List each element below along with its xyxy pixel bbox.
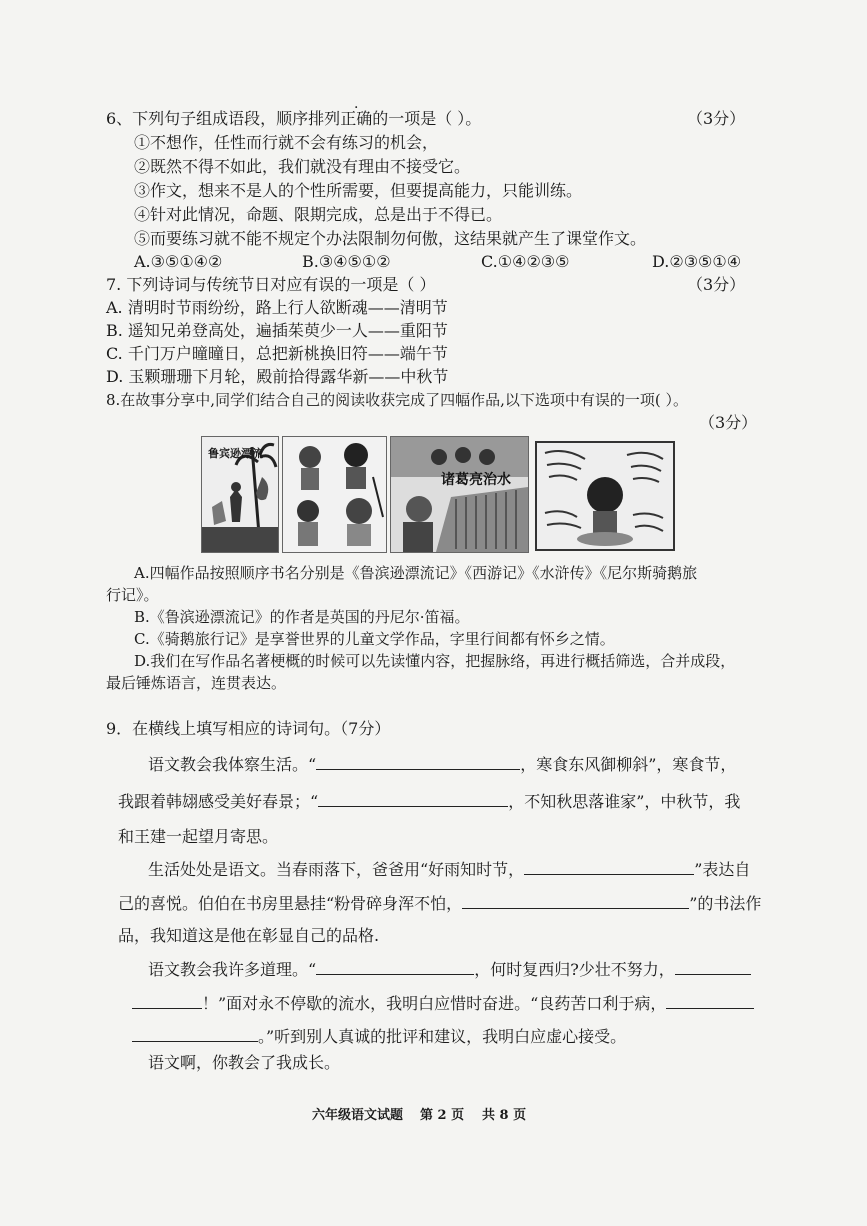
- q8-option-b: B.《鲁滨逊漂流记》的作者是英国的丹尼尔·笛福。: [134, 608, 470, 626]
- footer-total: 共 8 页: [482, 1108, 527, 1123]
- q6-option-b: B.③④⑤①②: [302, 252, 391, 271]
- q6-option-d: D.②③⑤①④: [652, 252, 742, 271]
- q9-text: 己的喜悦。伯伯在书房里悬挂“粉骨碎身浑不怕，: [118, 894, 463, 913]
- q9-text: 我跟着韩翃感受美好春景；“: [118, 792, 319, 811]
- q7-option-d: D. 玉颗珊珊下月轮，殿前拾得露华新——中秋节: [106, 367, 449, 386]
- artwork-water-margin-drawing: [391, 437, 528, 552]
- q7-score: （3分）: [687, 275, 746, 294]
- q6-stem-emphasis: 正确: [340, 109, 373, 128]
- q9-p2-line3: 品，我知道这是他在彰显自己的品格.: [118, 926, 380, 945]
- q8-option-d-line2: 最后锤炼语言，连贯表达。: [106, 674, 287, 692]
- artwork-nils-image: [535, 441, 675, 551]
- q7-option-b: B. 遥知兄弟登高处，遍插茱萸少一人——重阳节: [106, 321, 448, 340]
- q9-text: ”表达自: [694, 860, 751, 879]
- q9-p3-line2: [132, 992, 754, 1015]
- artwork-robinson-caption: 鲁宾逊漂流: [208, 447, 263, 460]
- q6-stem-part: 的一项是（ ）。: [372, 109, 482, 128]
- q9-p2-line1: [148, 858, 750, 881]
- q6-item-5: ⑤而要练习就不能不规定个办法限制勿何傲，这结果就产生了课堂作文。: [134, 229, 647, 248]
- artwork-journey-west-image: [282, 436, 387, 553]
- q9-stem: 9．在横线上填写相应的诗词句。（7分）: [106, 719, 391, 738]
- q8-option-d-line1: D.我们在写作品名著梗概的时候可以先读懂内容，把握脉络，再进行概括筛选，合并成段，: [134, 652, 736, 670]
- artwork-water-margin-caption: 诸葛亮治水: [441, 472, 511, 488]
- poem-blank-7b[interactable]: [132, 1025, 258, 1042]
- footer-page: 第 2 页: [420, 1108, 465, 1123]
- q6-option-c: C.①④②③⑤: [481, 252, 570, 271]
- poem-blank-4[interactable]: [462, 892, 689, 909]
- poem-blank-3[interactable]: [524, 858, 694, 875]
- q6-item-3: ③作文，想来不是人的个性所需要，但要提高能力，只能训练。: [134, 181, 583, 200]
- q9-text: ，何时复西归?少壮不努力，: [474, 960, 675, 979]
- q6-stem-part: 6、下列句子组成语段，顺序排列: [106, 109, 341, 128]
- poem-blank-6b[interactable]: [132, 992, 202, 1009]
- q8-score: （3分）: [699, 413, 758, 432]
- q8-option-a-line2: 行记》。: [106, 586, 159, 604]
- artwork-robinson-image: [201, 436, 279, 553]
- q7-option-c: C. 千门万户曈曈日，总把新桃换旧符——端午节: [106, 344, 448, 363]
- q9-text: ，不知秋思落谁家”，中秋节，我: [508, 792, 741, 811]
- q9-p4: 语文啊，你教会了我成长。: [148, 1053, 341, 1072]
- poem-blank-5[interactable]: [316, 958, 474, 975]
- q9-text: ”的书法作: [689, 894, 762, 913]
- q9-p3-line3: [132, 1025, 626, 1048]
- q6-item-4: ④针对此情况，命题、限期完成，总是出于不得已。: [134, 205, 503, 224]
- q6-item-2: ②既然不得不如此，我们就没有理由不接受它。: [134, 157, 471, 176]
- q6-score: （3分）: [687, 109, 746, 128]
- q8-option-a-line1: A.四幅作品按照顺序书名分别是《鲁滨逊漂流记》《西游记》《水浒传》《尼尔斯骑鹅旅: [134, 564, 698, 582]
- poem-blank-6a[interactable]: [675, 958, 751, 975]
- q6-stem: [106, 108, 481, 130]
- q7-stem: 7. 下列诗词与传统节日对应有误的一项是（ ）: [106, 275, 436, 294]
- q9-p1-line2: [118, 790, 740, 813]
- q8-stem: 8.在故事分享中,同学们结合自己的阅读收获完成了四幅作品,以下选项中有误的一项( ）。: [106, 391, 688, 409]
- q9-p2-line2: [118, 892, 761, 915]
- q9-text: ！”面对永不停歇的流水，我明白应惜时奋进。“良药苦口利于病，: [202, 994, 667, 1013]
- poem-blank-1[interactable]: [316, 753, 520, 770]
- artwork-journey-west-drawing: [283, 437, 386, 552]
- q6-option-a: A.③⑤①④②: [134, 252, 223, 271]
- footer-subject: 六年级语文试题: [312, 1108, 404, 1123]
- q9-p3-line1: [148, 958, 751, 981]
- artwork-nils-drawing: [537, 443, 673, 549]
- q9-text: ，寒食东风御柳斜”，寒食节，: [520, 755, 737, 774]
- q8-option-c: C.《骑鹅旅行记》是享誉世界的儿童文学作品，字里行间都有怀乡之情。: [134, 630, 615, 648]
- q6-item-1: ①不想作，任性而行就不会有练习的机会，: [134, 133, 439, 152]
- q9-text: 语文教会我体察生活。“: [148, 755, 317, 774]
- q9-p1-line1: [148, 753, 736, 776]
- q7-option-a: A. 清明时节雨纷纷，路上行人欲断魂——清明节: [106, 298, 448, 317]
- artwork-water-margin-image: [390, 436, 529, 553]
- q9-text: 语文教会我许多道理。“: [148, 960, 317, 979]
- q9-text: 生活处处是语文。当春雨落下，爸爸用“好雨知时节，: [148, 860, 525, 879]
- q9-p1-line3: 和王建一起望月寄思。: [118, 827, 279, 846]
- poem-blank-2[interactable]: [318, 790, 508, 807]
- q9-text: 。”听到别人真诚的批评和建议，我明白应虚心接受。: [258, 1027, 627, 1046]
- poem-blank-7a[interactable]: [666, 992, 754, 1009]
